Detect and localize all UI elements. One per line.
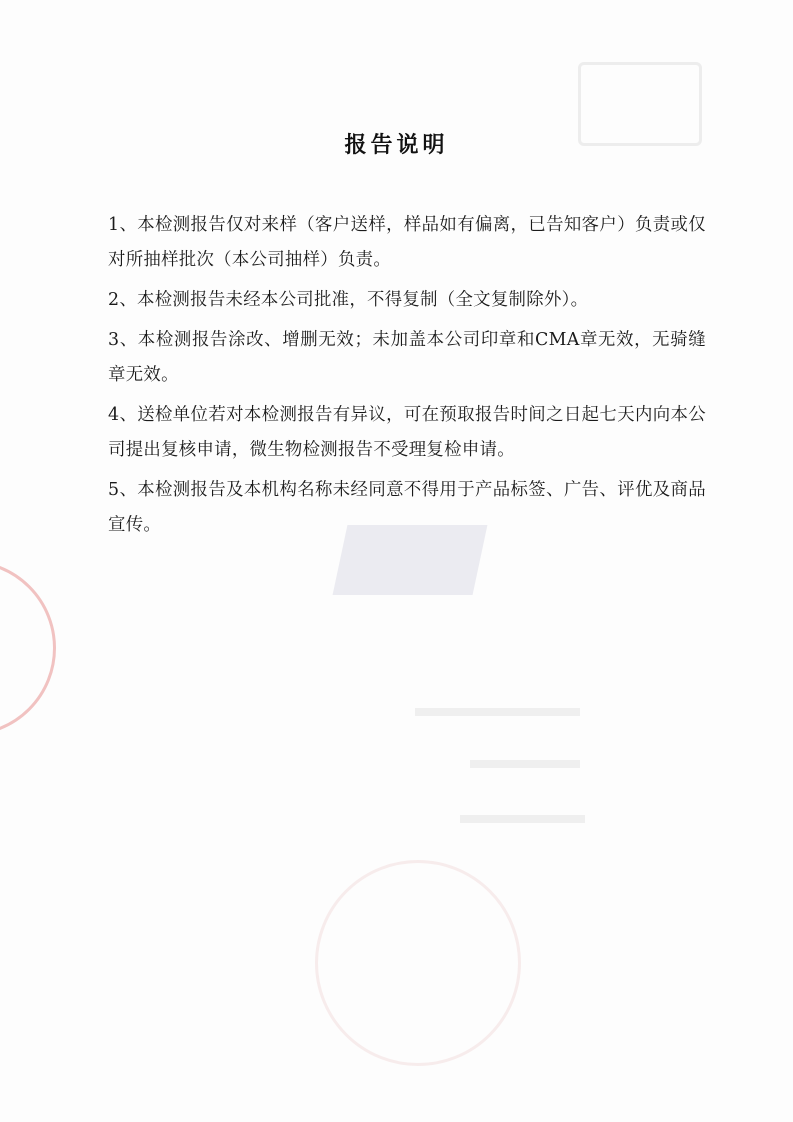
note-item-4: 4、送检单位若对本检测报告有异议，可在预取报告时间之日起七天内向本公司提出复核申请，微生物检测报告不受理复检申请。 [108, 405, 706, 460]
note-item-1: 1、本检测报告仅对来样（客户送样，样品如有偏离，已告知客户）负责或仅对所抽样批次（本公司抽样）负责。 [108, 215, 706, 270]
report-notes [108, 208, 706, 548]
bleed-through-line [460, 815, 585, 823]
bleed-through-line [470, 760, 580, 768]
seal-edge-mark [0, 560, 56, 736]
bleed-through-line [415, 708, 580, 716]
bleed-through-seal [315, 860, 521, 1066]
note-item-3: 3、本检测报告涂改、增删无效；未加盖本公司印章和CMA章无效，无骑缝章无效。 [108, 330, 706, 385]
note-item-5: 5、本检测报告及本机构名称未经同意不得用于产品标签、广告、评优及商品宣传。 [108, 480, 706, 535]
note-item-2: 2、本检测报告未经本公司批准，不得复制（全文复制除外）。 [108, 290, 589, 310]
page-title: 报告说明 [344, 133, 449, 158]
